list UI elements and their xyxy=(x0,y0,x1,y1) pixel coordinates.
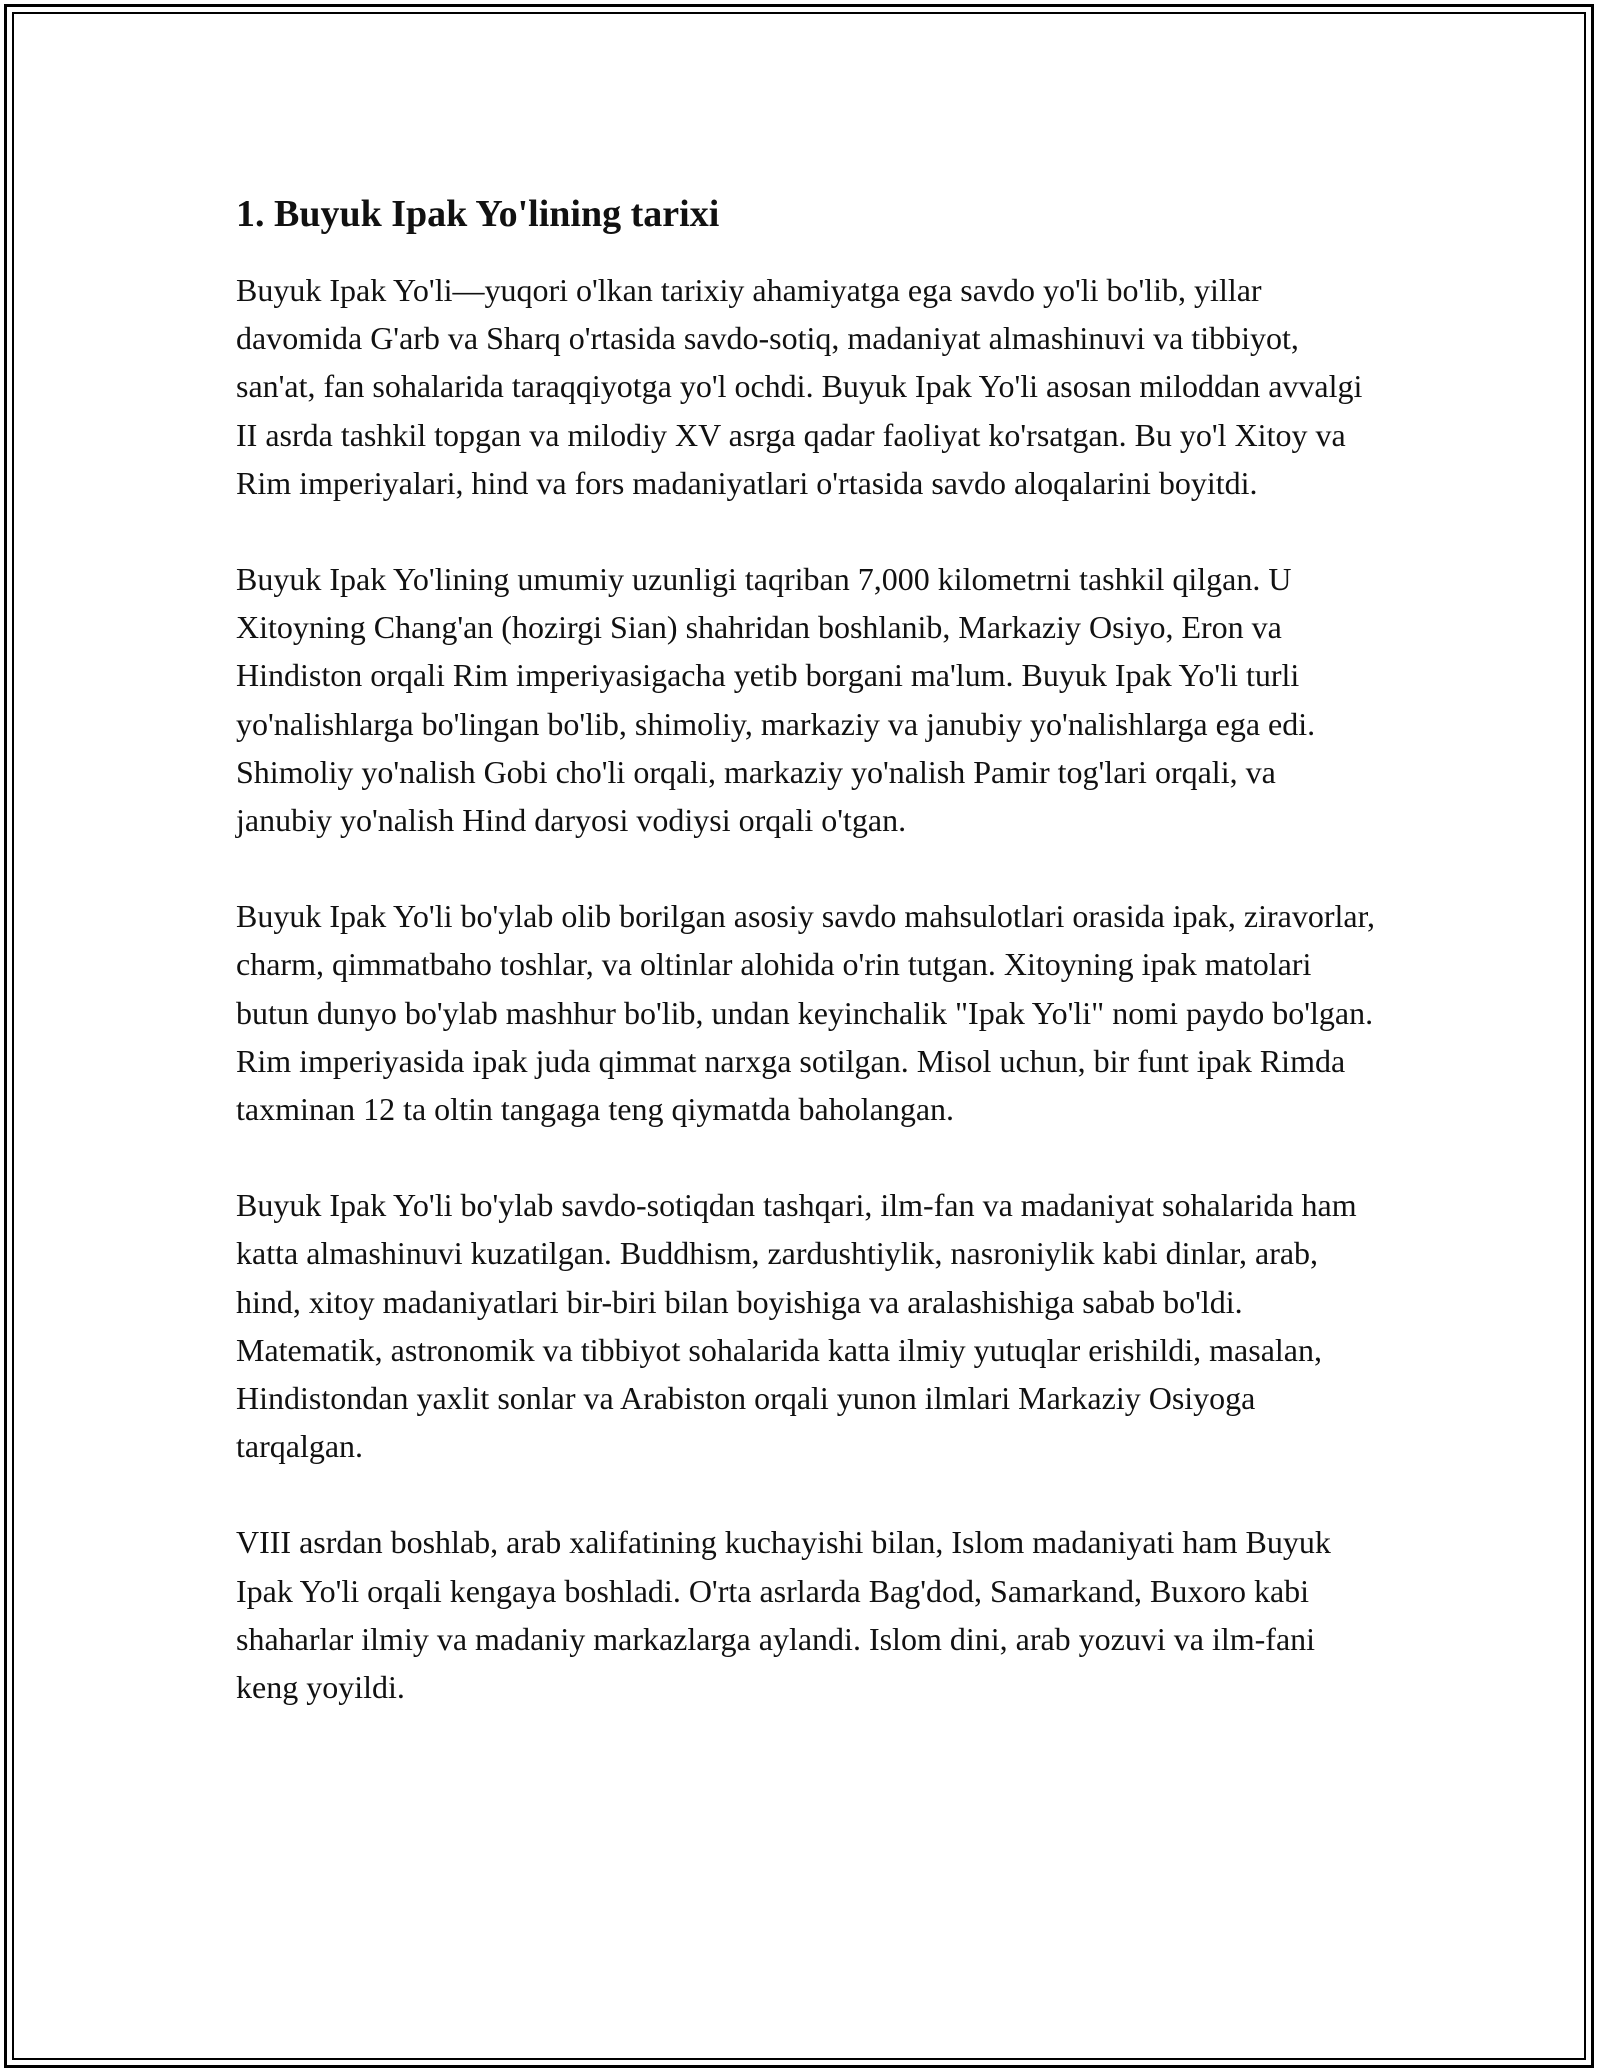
paragraph-1: Buyuk Ipak Yo'li—yuqori o'lkan tarixiy ahamiyatga ega savdo yo'li bo'lib, yillar davomida G'arb va Sharq o'rtasida savdo-sotiq, madaniyat almashinuvi va tibbiyot, san'at, fan sohalarida taraqqiyotga yo'l ochdi. Buyuk Ipak Yo'li asosan miloddan avvalgi II asrda tashkil topgan va milodiy XV asrga qadar faoliyat ko'rsatgan. Bu yo'l Xitoy va Rim imperiyalari, hind va fors madaniyatlari o'rtasida savdo aloqalarini boyitdi. xyxy=(236,272,1363,501)
paragraph-5: VIII asrdan boshlab, arab xalifatining kuchayishi bilan, Islom madaniyati ham Buyuk Ipak Yo'li orqali kengaya boshladi. O'rta asrlarda Bag'dod, Samarkand, Buxoro kabi shaharlar ilmiy va madaniy markazlarga aylandi. Islom dini, arab yozuvi va ilm-fani keng yoyildi. xyxy=(236,1524,1331,1706)
paragraph-3: Buyuk Ipak Yo'li bo'ylab olib borilgan asosiy savdo mahsulotlari orasida ipak, ziravorlar, charm, qimmatbaho toshlar, va oltinlar alohida o'rin tutgan. Xitoyning ipak matolari butun dunyo bo'ylab mashhur bo'lib, undan keyinchalik "Ipak Yo'li" nomi paydo bo'lgan. Rim imperiyasida ipak juda qimmat narxga sotilgan. Misol uchun, bir funt ipak Rimda taxminan 12 ta oltin tangaga teng qiymatda baholangan. xyxy=(236,898,1375,1128)
paragraph-4: Buyuk Ipak Yo'li bo'ylab savdo-sotiqdan tashqari, ilm-fan va madaniyat sohalarida ham katta almashinuvi kuzatilgan. Buddhism, zardushtiylik, nasroniylik kabi dinlar, arab, hind, xitoy madaniyatlari bir-biri bilan boyishiga va aralashishiga sabab bo'ldi. Matematik, astronomik va tibbiyot sohalarida katta ilmiy yutuqlar erishildi, masalan, Hindistondan yaxlit sonlar va Arabiston orqali yunon ilmlari Markaziy Osiyoga tarqalgan. xyxy=(236,1187,1357,1465)
document-body xyxy=(236,186,1376,1759)
section-heading: 1. Buyuk Ipak Yo'lining tarixi xyxy=(236,193,720,235)
paragraph-2: Buyuk Ipak Yo'lining umumiy uzunligi taqriban 7,000 kilometrni tashkil qilgan. U Xitoyning Chang'an (hozirgi Sian) shahridan boshlanib, Markaziy Osiyo, Eron va Hindiston orqali Rim imperiyasigacha yetib borgani ma'lum. Buyuk Ipak Yo'li turli yo'nalishlarga bo'lingan bo'lib, shimoliy, markaziy va janubiy yo'nalishlarga ega edi. Shimoliy yo'nalish Gobi cho'li orqali, markaziy yo'nalish Pamir tog'lari orqali, va janubiy yo'nalish Hind daryosi vodiysi orqali o'tgan. xyxy=(236,561,1316,839)
